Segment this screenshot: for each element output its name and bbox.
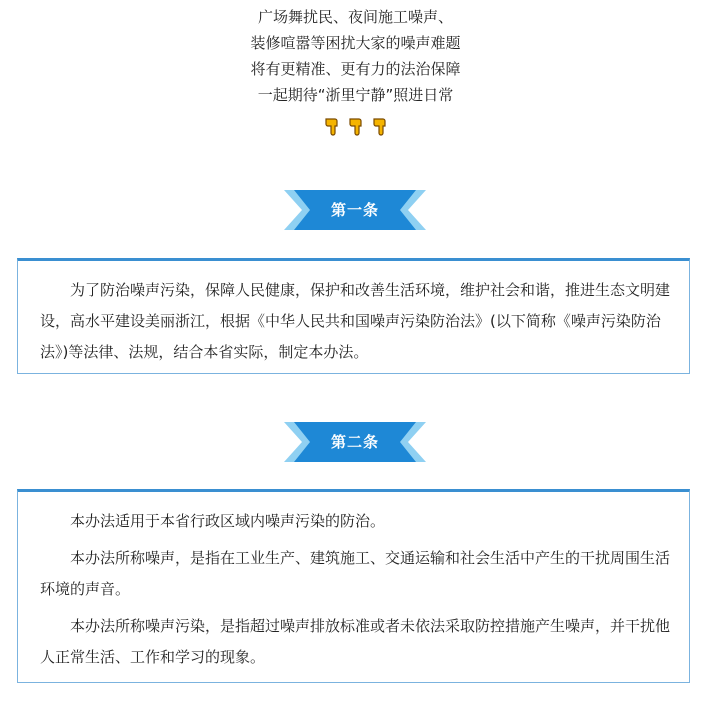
intro-line: 装修喧嚣等困扰大家的噪声难题 [250, 34, 461, 52]
intro-line: 将有更精准、更有力的法治保障 [250, 60, 461, 78]
article-2-box [17, 489, 690, 683]
article-2-paragraph: 本办法所称噪声污染，是指超过噪声排放标准或者未依法采取防控措施产生噪声，并干扰他人正常生活、工作和学习的现象。 [40, 617, 671, 666]
pointer-row [0, 116, 711, 136]
article-1-paragraph: 为了防治噪声污染，保障人民健康，保护和改善生活环境，维护社会和谐，推进生态文明建设，高水平建设美丽浙江，根据《中华人民共和国噪声污染防治法》(以下简称《噪声污染防治法》)等法律、法规，结合本省实际，制定本办法。 [40, 281, 671, 361]
article-2-title: 第二条 [330, 433, 379, 451]
article-1-title: 第一条 [330, 201, 379, 219]
intro-line: 广场舞扰民、夜间施工噪声、 [257, 8, 453, 26]
pointing-down-hand-icon [322, 116, 342, 136]
intro-line: 一起期待“浙里宁静”照进日常 [257, 86, 454, 104]
pointing-down-hand-icon [370, 116, 390, 136]
pointing-down-hand-icon [346, 116, 366, 136]
article-1-box [17, 258, 690, 374]
article-2-banner [284, 422, 426, 462]
article-2-paragraph: 本办法所称噪声，是指在工业生产、建筑施工、交通运输和社会生活中产生的干扰周围生活环境的声音。 [40, 549, 671, 598]
article-2-paragraph: 本办法适用于本省行政区域内噪声污染的防治。 [70, 512, 386, 530]
article-1-banner [284, 190, 426, 230]
intro-text [0, 4, 711, 108]
